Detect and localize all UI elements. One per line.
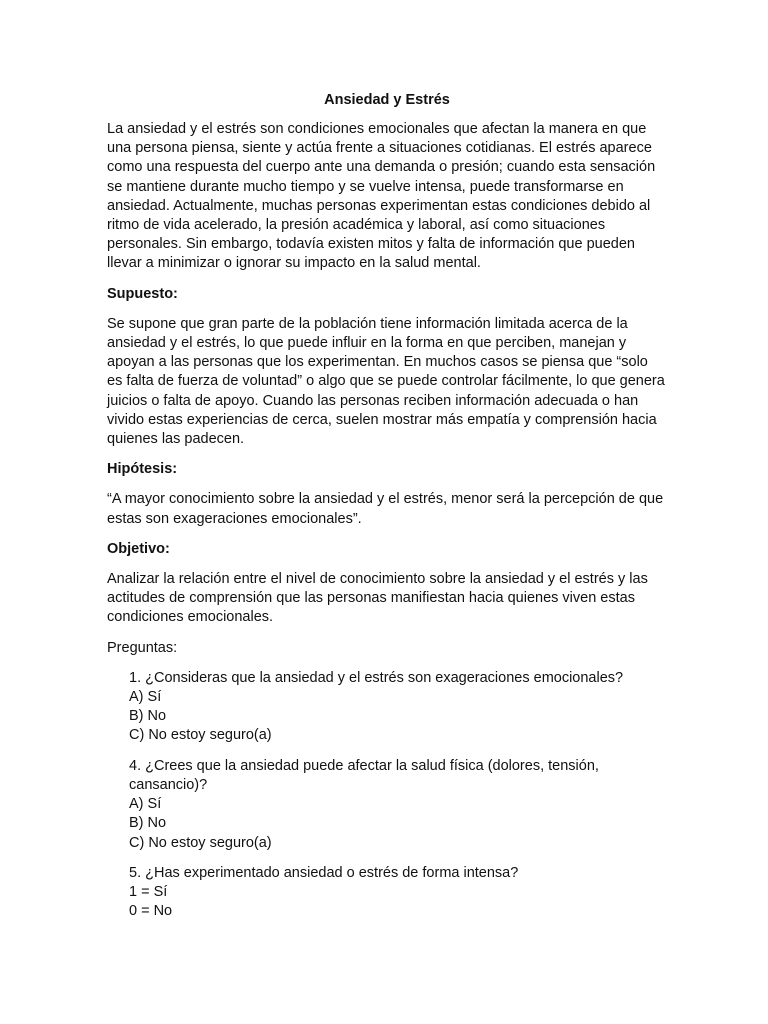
answer-option: B) No <box>129 708 167 725</box>
supuesto-paragraph: Se supone que gran parte de la población tiene información limitada acerca de la ansiedad y el estrés, lo que puede influir en la forma en que perciben, manejan y apoyan a las personas que los experimentan. En muchos casos se piensa que “solo es falta de fuerza de voluntad” o algo que se puede controlar fácilmente, lo que genera juicios o falta de apoyo. Cuando las personas reciben información adecuada o han vivido estas experiencias de cerca, suelen mostrar más empatía y comprensión hacia quienes las padecen. <box>107 315 665 448</box>
answer-option: C) No estoy seguro(a) <box>129 727 272 744</box>
answer-option: 0 = No <box>129 903 173 920</box>
objetivo-heading: Objetivo: <box>107 540 170 557</box>
hipotesis-heading: Hipótesis: <box>107 461 178 478</box>
question-text: 5. ¿Has experimentado ansiedad o estrés de forma intensa? <box>129 864 519 881</box>
answer-option: 1 = Sí <box>129 883 168 900</box>
answer-option: B) No <box>129 815 167 832</box>
question-item <box>129 864 667 922</box>
question-item <box>129 757 667 853</box>
answer-option: A) Sí <box>129 796 162 813</box>
supuesto-heading: Supuesto: <box>107 285 178 302</box>
intro-paragraph: La ansiedad y el estrés son condiciones emocionales que afectan la manera en que una persona piensa, siente y actúa frente a situaciones cotidianas. El estrés aparece como una respuesta del cuerpo ante una demanda o presión; cuando esta sensación se mantiene durante mucho tiempo y se vuelve intensa, puede transformarse en ansiedad. Actualmente, muchas personas experimentan estas condiciones debido al ritmo de vida acelerado, la presión académica y laboral, así como situaciones personales. Sin embargo, todavía existen mitos y falta de información que pueden llevar a minimizar o ignorar su impacto en la salud mental. <box>107 121 656 272</box>
question-item <box>129 669 667 746</box>
objetivo-paragraph: Analizar la relación entre el nivel de conocimiento sobre la ansiedad y el estrés y las actitudes de comprensión que las personas manifiestan hacia quienes viven estas condiciones emocionales. <box>107 571 648 626</box>
answer-option: C) No estoy seguro(a) <box>129 834 272 851</box>
document-title: Ansiedad y Estrés <box>324 92 450 108</box>
question-text: 4. ¿Crees que la ansiedad puede afectar la salud física (dolores, tensión, cansancio)? <box>129 757 599 793</box>
document-page <box>107 91 667 921</box>
preguntas-label: Preguntas: <box>107 639 178 656</box>
question-text: 1. ¿Consideras que la ansiedad y el estrés son exageraciones emocionales? <box>129 669 624 686</box>
answer-option: A) Sí <box>129 689 162 706</box>
hipotesis-paragraph: “A mayor conocimiento sobre la ansiedad y el estrés, menor será la percepción de que estas son exageraciones emocionales”. <box>107 491 664 527</box>
